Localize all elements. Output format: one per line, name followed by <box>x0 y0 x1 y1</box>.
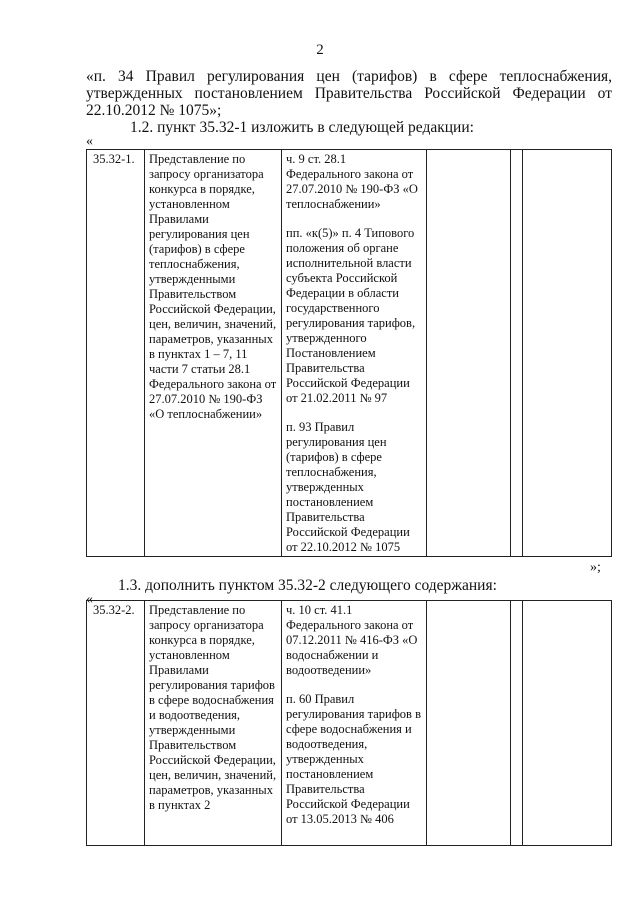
row-description: Представление по запросу организатора конкурса в порядке, установленном Правилами регулирования тарифов в сфере водоснабжения и водоотведения, утвержденными Правительством Российской Федерации, цен, величин, значений, параметров, указанных в пунктах 2 <box>145 601 282 846</box>
section-1-3-open-quote: « <box>86 592 93 607</box>
table-row <box>87 601 612 846</box>
empty-cell <box>511 601 523 846</box>
row-description: Представление по запросу организатора конкурса в порядке, установленном Правилами регулирования цен (тарифов) в сфере теплоснабжения, утвержденными Правительством Российской Федерации, цен, величин, значений, параметров, указанных в пунктах 1 – 7, 11 части 7 статьи 28.1 Федерального закона от 27.07.2010 № 190-ФЗ «О теплоснабжении» <box>145 150 282 557</box>
intro-line-3: 22.10.2012 № 1075»; <box>86 102 222 119</box>
empty-cell <box>523 150 612 557</box>
empty-cell <box>427 601 511 846</box>
section-1-3-heading: 1.3. дополнить пунктом 35.32-2 следующего содержания: <box>118 577 497 594</box>
empty-cell <box>523 601 612 846</box>
empty-cell <box>427 150 511 557</box>
table-35-32-1 <box>86 149 612 557</box>
basis-item: пп. «к(5)» п. 4 Типового положения об органе исполнительной власти субъекта Российской Федерации в области государственного регулирования тарифов, утвержденного Постановлением Правительства Российской Федерации от 21.02.2011 № 97 <box>286 226 416 405</box>
row-code: 35.32-1. <box>87 150 145 557</box>
intro-paragraph <box>86 68 612 119</box>
row-basis <box>282 150 427 557</box>
table-35-32-2 <box>86 600 612 846</box>
basis-item: п. 60 Правил регулирования тарифов в сфере водоснабжения и водоотведения, утвержденных постановлением Правительства Российской Федерации от 13.05.2013 № 406 <box>286 692 421 826</box>
section-1-2-open-quote: « <box>86 134 93 149</box>
section-1-2-close-quote: »; <box>590 560 601 575</box>
intro-line-2: утвержденных постановлением Правительства Российской Федерации от <box>86 85 612 102</box>
table-row <box>87 150 612 557</box>
row-basis <box>282 601 427 846</box>
basis-item: ч. 9 ст. 28.1 Федерального закона от 27.07.2010 № 190-ФЗ «О теплоснабжении» <box>286 152 418 211</box>
row-code: 35.32-2. <box>87 601 145 846</box>
empty-cell <box>511 150 523 557</box>
section-1-2-heading: 1.2. пункт 35.32-1 изложить в следующей редакции: <box>130 119 474 136</box>
basis-item: ч. 10 ст. 41.1 Федерального закона от 07.12.2011 № 416-ФЗ «О водоснабжении и водоотведении» <box>286 603 418 677</box>
page-number: 2 <box>316 42 324 58</box>
basis-item: п. 93 Правил регулирования цен (тарифов) в сфере теплоснабжения, утвержденных постановлением Правительства Российской Федерации от 22.10.2012 № 1075 <box>286 420 410 554</box>
intro-line-1: «п. 34 Правил регулирования цен (тарифов) в сфере теплоснабжения, <box>86 68 612 85</box>
